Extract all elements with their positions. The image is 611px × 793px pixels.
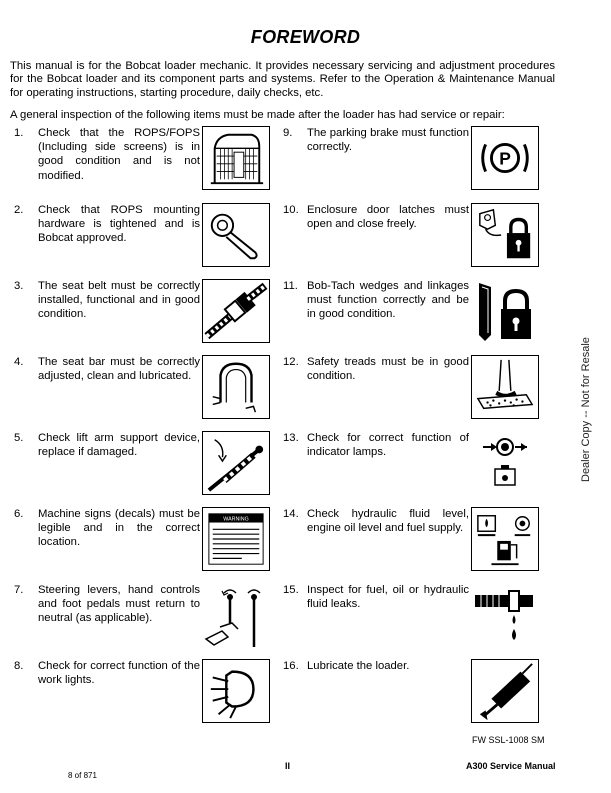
page-number: II bbox=[285, 761, 291, 771]
item-text: Check lift arm support device, replace if damaged. bbox=[38, 432, 200, 459]
inspection-intro: A general inspection of the following items must be made after the loader has had service or repair: bbox=[10, 109, 505, 121]
steering-controls-icon bbox=[202, 583, 270, 647]
checklist-item-7 bbox=[14, 583, 274, 653]
item-text: Bob-Tach wedges and linkages must function correctly and be in good condition. bbox=[307, 280, 469, 321]
indicator-lamps-icon bbox=[471, 431, 539, 495]
item-number: 12. bbox=[283, 356, 299, 368]
item-number: 15. bbox=[283, 584, 299, 596]
item-text: Check for correct function of indicator lamps. bbox=[307, 432, 469, 459]
svg-text:P: P bbox=[499, 148, 511, 169]
item-number: 1. bbox=[14, 127, 24, 139]
item-number: 7. bbox=[14, 584, 24, 596]
checklist-item-14 bbox=[283, 507, 543, 577]
item-text: Check that ROPS mounting hardware is tightened and is Bobcat approved. bbox=[38, 204, 200, 245]
door-latch-lock-icon bbox=[471, 203, 539, 267]
safety-tread-icon bbox=[471, 355, 539, 419]
item-text: The parking brake must function correctly. bbox=[307, 127, 469, 154]
checklist-item-1 bbox=[14, 126, 274, 196]
checklist-item-4 bbox=[14, 355, 274, 425]
manual-title: A300 Service Manual bbox=[466, 761, 556, 771]
seat-belt-icon bbox=[202, 279, 270, 343]
warning-decal-icon bbox=[202, 507, 270, 571]
item-number: 8. bbox=[14, 660, 24, 672]
checklist-item-13 bbox=[283, 431, 543, 501]
item-number: 9. bbox=[283, 127, 293, 139]
bob-tach-wedge-icon bbox=[471, 279, 539, 343]
item-text: The seat belt must be correctly installed, functional and in good condition. bbox=[38, 280, 200, 321]
item-text: The seat bar must be correctly adjusted, clean and lubricated. bbox=[38, 356, 200, 383]
checklist-item-12 bbox=[283, 355, 543, 425]
checklist-item-15 bbox=[283, 583, 543, 653]
grease-gun-icon bbox=[471, 659, 539, 723]
checklist-item-5 bbox=[14, 431, 274, 501]
parking-brake-icon bbox=[471, 126, 539, 190]
fluid-leak-icon bbox=[471, 583, 539, 647]
item-number: 10. bbox=[283, 204, 299, 216]
item-number: 4. bbox=[14, 356, 24, 368]
item-number: 16. bbox=[283, 660, 299, 672]
lift-arm-support-icon bbox=[202, 431, 270, 495]
item-text: Check for correct function of the work lights. bbox=[38, 660, 200, 687]
rops-cab-icon bbox=[202, 126, 270, 190]
checklist-item-9 bbox=[283, 126, 543, 196]
item-number: 6. bbox=[14, 508, 24, 520]
page-title: FOREWORD bbox=[250, 27, 361, 47]
item-number: 14. bbox=[283, 508, 299, 520]
checklist-item-16 bbox=[283, 659, 543, 729]
item-text: Safety treads must be in good condition. bbox=[307, 356, 469, 383]
warning-label: WARNING bbox=[223, 516, 249, 523]
item-text: Lubricate the loader. bbox=[307, 660, 410, 672]
fluid-levels-icon bbox=[471, 507, 539, 571]
document-reference: FW SSL-1008 SM bbox=[472, 735, 545, 745]
checklist-item-2 bbox=[14, 203, 274, 273]
item-text: Check hydraulic fluid level, engine oil level and fuel supply. bbox=[307, 508, 469, 535]
checklist-item-11 bbox=[283, 279, 543, 349]
item-number: 11. bbox=[283, 280, 298, 292]
item-text: Machine signs (decals) must be legible and in the correct location. bbox=[38, 508, 200, 549]
item-text: Inspect for fuel, oil or hydraulic fluid leaks. bbox=[307, 584, 469, 611]
item-number: 2. bbox=[14, 204, 24, 216]
checklist-item-6 bbox=[14, 507, 274, 577]
dealer-copy-watermark: Dealer Copy -- Not for Resale bbox=[580, 337, 592, 482]
intro-paragraph: This manual is for the Bobcat loader mechanic. It provides necessary servicing and adjustment procedures for the Bobcat loader and its component parts and systems. Refer to the Operation & Maintenance Manual for operating instructions, starting procedure, daily checks, etc. bbox=[10, 60, 555, 99]
work-light-icon bbox=[202, 659, 270, 723]
item-text: Steering levers, hand controls and foot pedals must return to neutral (as applicable). bbox=[38, 584, 200, 625]
item-number: 13. bbox=[283, 432, 299, 444]
wrench-bolt-icon bbox=[202, 203, 270, 267]
checklist-item-3 bbox=[14, 279, 274, 349]
checklist-item-8 bbox=[14, 659, 274, 729]
item-text: Check that the ROPS/FOPS (Including side screens) is in good condition and is not modified. bbox=[38, 127, 200, 182]
page-count: 8 of 871 bbox=[68, 771, 97, 780]
seat-bar-icon bbox=[202, 355, 270, 419]
item-number: 3. bbox=[14, 280, 24, 292]
checklist-item-10 bbox=[283, 203, 543, 273]
item-number: 5. bbox=[14, 432, 24, 444]
item-text: Enclosure door latches must open and close freely. bbox=[307, 204, 469, 231]
